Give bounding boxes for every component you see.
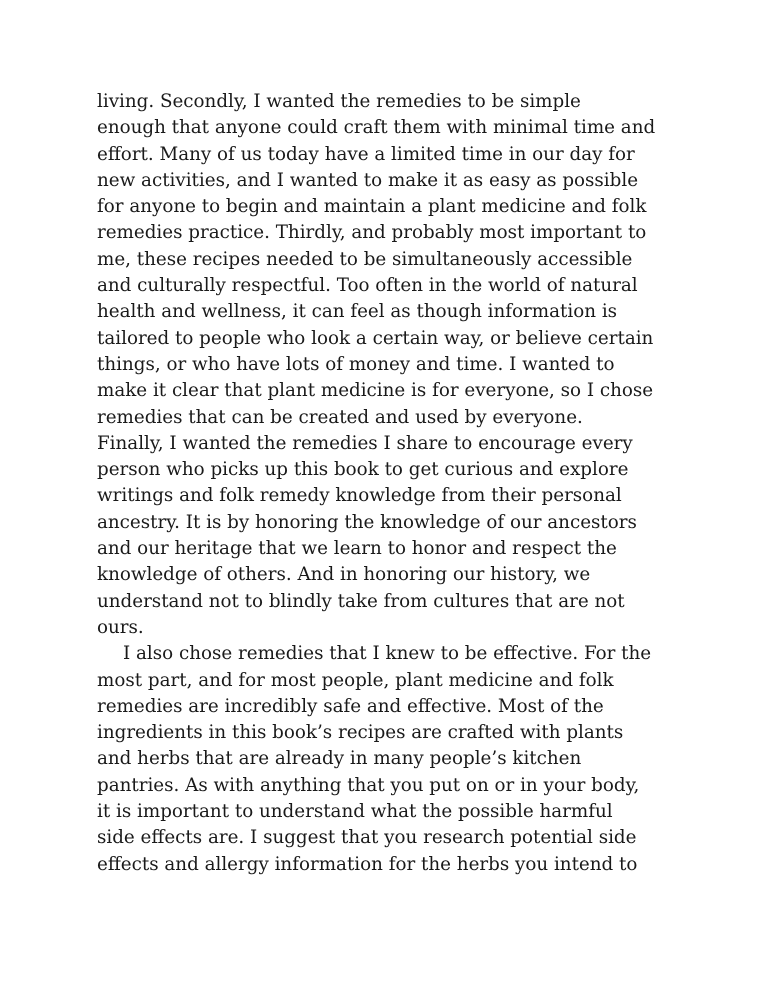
- text-line: make it clear that plant medicine is for everyone, so I chose: [97, 380, 654, 402]
- text-line: new activities, and I wanted to make it as easy as possible: [97, 169, 639, 191]
- text-line: and culturally respectful. Too often in the world of natural: [97, 275, 638, 297]
- text-line: enough that anyone could craft them with minimal time and: [97, 117, 656, 139]
- text-line: ours.: [97, 616, 144, 638]
- text-line: remedies are incredibly safe and effective. Most of the: [97, 695, 604, 717]
- text-line: knowledge of others. And in honoring our history, we: [97, 564, 591, 586]
- text-line: and herbs that are already in many people’s kitchen: [97, 748, 582, 770]
- paragraph-effective-remedies: [97, 641, 682, 878]
- text-line: effects and allergy information for the herbs you intend to: [97, 853, 638, 875]
- text-line: Finally, I wanted the remedies I share to encourage every: [97, 432, 633, 454]
- text-line: I also chose remedies that I knew to be effective. For the: [123, 643, 652, 665]
- text-line: ancestry. It is by honoring the knowledge of our ancestors: [97, 511, 637, 533]
- body-text: [97, 89, 682, 878]
- text-line: remedies that can be created and used by everyone.: [97, 406, 583, 428]
- text-line: things, or who have lots of money and time. I wanted to: [97, 353, 615, 375]
- text-line: most part, and for most people, plant medicine and folk: [97, 669, 614, 691]
- text-line: pantries. As with anything that you put on or in your body,: [97, 774, 640, 796]
- text-line: ingredients in this book’s recipes are crafted with plants: [97, 722, 624, 744]
- text-line: it is important to understand what the possible harmful: [97, 801, 613, 823]
- paragraph-continuation: [97, 89, 682, 641]
- text-line: side effects are. I suggest that you research potential side: [97, 827, 637, 849]
- text-line: for anyone to begin and maintain a plant medicine and folk: [97, 196, 647, 218]
- text-line: me, these recipes needed to be simultaneously accessible: [97, 248, 633, 270]
- text-line: tailored to people who look a certain way, or believe certain: [97, 327, 654, 349]
- text-line: health and wellness, it can feel as though information is: [97, 301, 618, 323]
- text-line: remedies practice. Thirdly, and probably most important to: [97, 222, 647, 244]
- text-line: living. Secondly, I wanted the remedies to be simple: [97, 91, 581, 112]
- text-line: effort. Many of us today have a limited time in our day for: [97, 143, 635, 165]
- text-line: understand not to blindly take from cultures that are not: [97, 590, 625, 612]
- text-line: writings and folk remedy knowledge from their personal: [97, 485, 622, 507]
- text-line: and our heritage that we learn to honor and respect the: [97, 538, 617, 560]
- text-line: person who picks up this book to get curious and explore: [97, 459, 629, 481]
